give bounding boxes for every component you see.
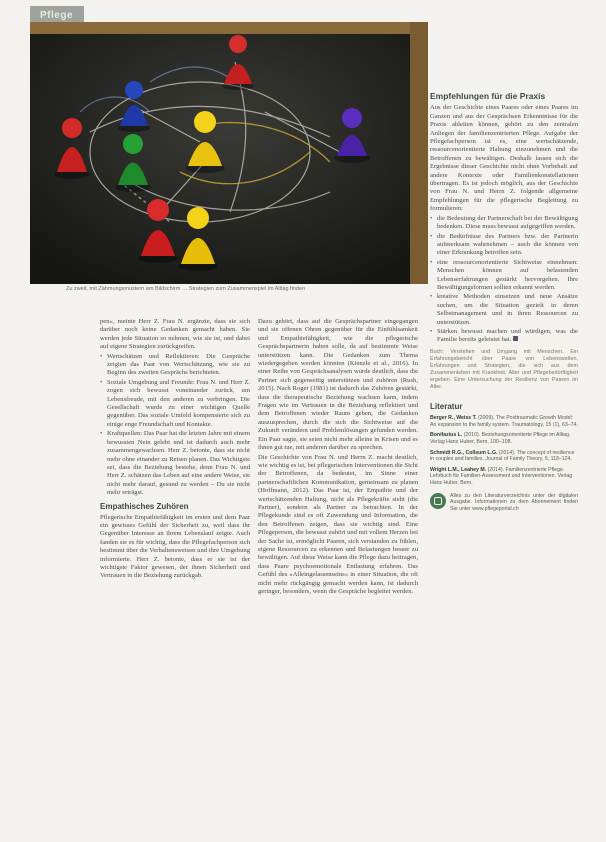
source-note: Buch: Verstehen und Umgang mit Menschen. Ein Erfahrungsbericht über Paare von Lebenswelten, Erfahrungen und Strategien, die sich aus dem Zusammenleben mit Krankheit, Alter und Pflegebedürftigkeit ergeben. Eine Untersuchung der Resilienz von Paaren im Alter.: [430, 348, 578, 390]
text-column-1: [100, 318, 250, 818]
col2-paragraph-1: Dazu gehört, dass auf die Gesprächspartner eingegangen und sie offenen Ohren gegenüber für die Einfühlsamkeit und Empathiefähigkeit, wie die pflegerische Gesprächspartnerin haben solle, da auf bestimmte Weise unterstützen kann. Die Gedanken zum Thema wiedergegeben werden könnten (Kienzle et al., 2016). In einer Reihe von Gesprächsanalysen wurde deutlich, dass die Partner sich gegenseitig unterstützen und zuhören (Rush, 2015). Nach Roger (1981) ist dadurch das Zuhören gestärkt, dass die therapeutische Beziehung wachsen kann, indem Fragen wie im Vertrauen in die Beziehung reflektiert und dem Betroffenen wieder Raum geben, die Gedanken auszusprechen, durch die sich die Sichtweise auf die Zukunft verändern und Problemlösungen gefunden werden. Ein Paar sagte, sie seien nicht mehr alleine in Krisen und es ihnen gut tue, mit anderen darüber zu sprechen.: [258, 318, 418, 452]
recommendation-item: • die Bedeutung der Partnerschaft bei der Bewältigung bedenken. Diese muss bewusst aufgegriffen werden.: [437, 215, 578, 232]
section-heading: Empathisches Zuhören: [100, 501, 189, 511]
col1-bullet-list: [100, 353, 250, 498]
chalkboard-photo: [30, 22, 428, 284]
literature-entry: [430, 415, 578, 428]
tablet-icon: [430, 493, 446, 509]
literature-text: (2010). Beziehungsorientierte Pflege im Alltag. Verlag Hans Huber, Bern, 100–108.: [430, 432, 571, 445]
literature-author: Bonifazius L.: [430, 432, 463, 439]
col1-body: Pflegerische Empathiefähigkeit im ersten und dem Paar ein gewisses Gefühl der Sicherheit zu, weil dass ihr Gegenüber Interesse an ihrem Lebenslauf zeigte. Auch fanden sie es für wichtig, dass die Pflegefachperson sich bestimmt über die Verhaltensweisen und ihre Umgebung informierte. Herr Z. betonte, dass er sie ist der wichtigste Faktor gewesen, der ihnen Sicherheit und Vertrauen in die Beziehung zurückgab.: [100, 513, 250, 580]
end-mark-icon: [513, 336, 518, 341]
recommendation-item: • eine ressourcenorientierte Sichtweise einnehmen: Menschen können auf belastenden Lebenserfahrungen gestärkt hervorgehen. Ihre Bewältigungsformen sollten erkannt werden.: [437, 259, 578, 293]
col1-bullet: • Wertschätzen und Reflektieren: Die Gespräche zeigten das Paar von Wertschätzung, wie sie zu Beginn des zweiten Gesprächs berichteten.: [107, 353, 250, 378]
col1-intro: pen«, meinte Herr Z. Frau N. ergänzte, dass sie sich darüber noch keine Gedanken gemacht haben. Sie werden jede Situation so nehmen, wie sie ist, und dabei auf eigene Strategien zurückgreifen.: [100, 318, 250, 351]
literature-title: Literatur: [430, 401, 463, 411]
text-column-2: [258, 318, 418, 818]
recommendations-sidebar: [430, 92, 578, 812]
literature-author: Schmidt R.G., Collsum L.G.: [430, 449, 498, 456]
literature-text: (2009). The Posttraumatic Growth Model: An expansion to the family system. Traumatology, 15 (1), 63–74.: [430, 415, 578, 428]
literature-entry: [430, 432, 578, 445]
literature-entry: [430, 450, 578, 463]
col2-paragraph-2: Die Geschichte von Frau N. und Herrn Z. macht deutlich, wie wichtig es ist, bei pflegerischen Interventionen die Sicht der Betroffenen, da bedeutet, im Sinne einer partnerschaftlichen Kommunikation, gemeinsam zu planen (Hoffmann, 2012). Das Paar ist, der Empathie und der wertschätzenden Haltung, nicht als Pflegekräfte sieht (die Partner), sondern als Partner zu betrachten. In der Pflegekunde sind es oft Zuwendung und Information, die den Betroffenen zeigen, dass sie wichtig sind. Eine Pflegeperson, die bewusst zuhört und mit vollem Herzen bei der Sache ist, ermöglicht Paaren, sich verstanden zu fühlen, eigene Ressourcen zu erkennen und Belastungen besser zu bewältigen. Auf diese Weise kann die Pflege dazu beitragen, dass Paare psychoemotionale Entlastung erfahren. Das Gefühl des »Alleingelassenseins« in einer Situation, die oft nicht mehr rückgängig gemacht werden kann, ist dadurch geringer, besonders, wenn die Gespräche begleitet werden.: [258, 453, 418, 595]
col1-bullet: • Soziale Umgebung und Freunde: Frau N. und Herr Z. zogen sich bewusst voneinander zurück, um Lebensfreude, mit den anderen zu verbringen. Die Gesellschaft wurde zu einer wichtigen Quelle gegenüber. Das soziale Umfeld kompensierte sich zu einige enge Freundschaft und Kontakte.: [107, 379, 250, 429]
recommendation-item: [437, 328, 578, 345]
literature-text: (2014). The concept of resilience in couples and families. Journal of Family Theory, 5, 118–124.: [430, 449, 575, 463]
section-tab-label: Pflege: [40, 10, 74, 21]
figure-caption: Zu zweit, mit Zähmungsmustern am Bildschirm … Strategien zum Zusammenspiel im Alltag finden: [66, 286, 306, 292]
recommendation-item: • kreative Methoden einsetzen und neue Ansätze suchen, um die Situation gezielt in deren Selbstmanagement und in ihren Ressourcen zu unterstützen.: [437, 293, 578, 327]
recommendation-item: • die Bedürfnisse des Partners bzw. der Partnerin aufmerksam wahrnehmen – auch die können von einer Erkrankung betroffen sein.: [437, 233, 578, 258]
recommendation-text: Stärken bewusst machen und würdigen, was die Familie bereits geleistet hat.: [437, 327, 578, 344]
literature-entry: [430, 467, 578, 487]
online-note: [430, 493, 578, 513]
chalkboard-figures-image: [30, 22, 428, 284]
online-note-text: Alles zu den Literaturverzeichnis unter der digitalen Ausgabe. Informationen zu dem Abonnement finden Sie unter www.pflegeportal.ch: [450, 492, 578, 512]
col1-bullet: • Kraftquellen: Das Paar hat die letzten Jahre mit einem bewussten Nein gelebt und ist dadurch auch mehr zusammengewachsen. Herr Z. betonte, dass sie nicht mehr ohne einander zu Reisen planen. Das Wichtigste sei, dass die Beziehung bestehe, denn Frau N. und Herr Z. schätzen das Leben auf eine andere Weise, sie nicht mehr darauf, gesund zu werden – Du sie nicht mehr erträgst.: [107, 430, 250, 497]
literature-author: Wright L.M., Leahey M.: [430, 466, 487, 473]
recommendations-intro: Aus der Geschichte eines Paares oder eines Paares im Ganzen und aus der Gesprächsen Erkenntnisse für die Praxis ableiten können, gehört zu den zentralen Anliegen der familienzentrierten Pflege. Aufgabe der Pflegefachperson ist es, eine wertschätzende, ressourcenorientierte Haltung einzunehmen und die Betroffenen zu bewältigen. Deshalb lassen sich die Ergebnisse dieser Geschichte nicht ohne Vorbehalt auf andere Kontexte oder Familienkonstellationen übertragen. Es ist jedoch möglich, aus der Geschichte von Frau N. und Herrn Z. folgende allgemeine Empfehlungen für die pflegerische Begleitung zu formulieren:: [430, 104, 578, 213]
literature-text: (2014). Familienzentrierte Pflege. Lehrbuch für Familien-Assessment und Interventionen. Verlag Hans Huber, Bern.: [430, 466, 573, 486]
recommendations-list: [430, 215, 578, 345]
recommendations-title: Empfehlungen für die Praxis: [430, 92, 546, 101]
literature-author: Berger R., Weiss T.: [430, 415, 477, 422]
